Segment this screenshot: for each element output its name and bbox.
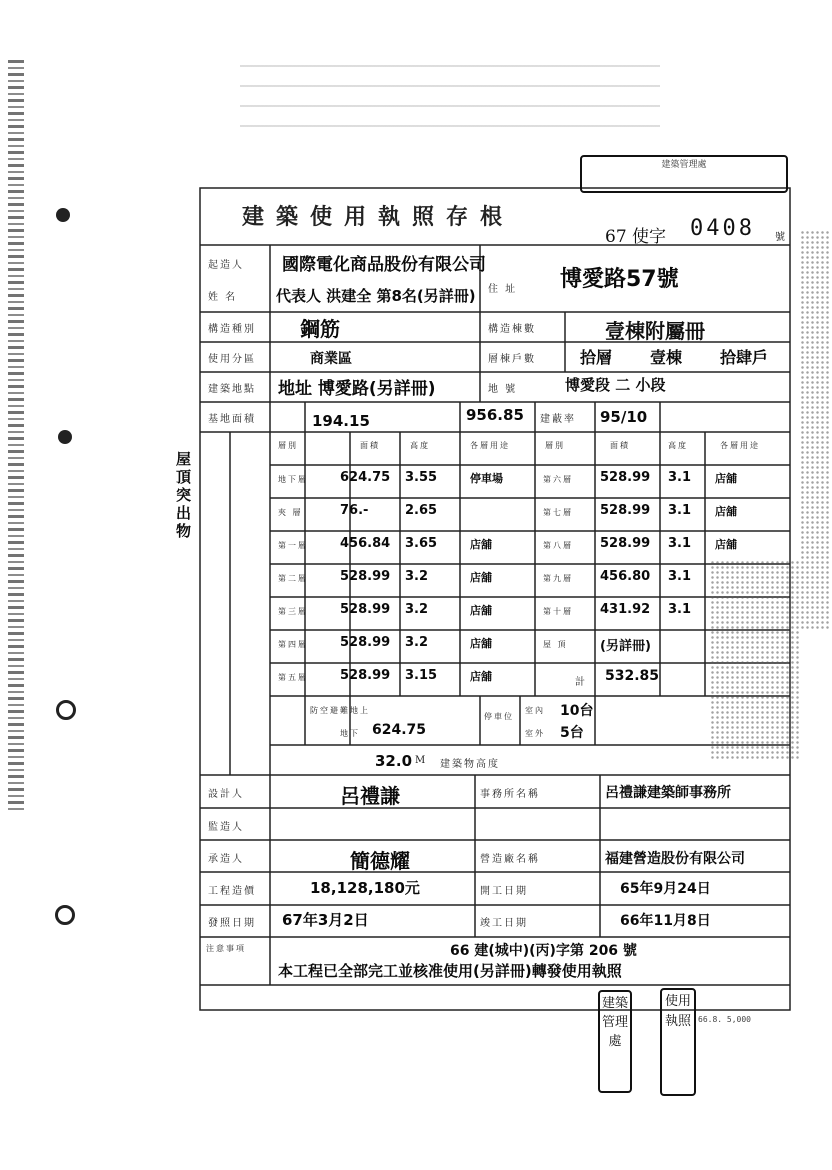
start-label: 開工日期 — [480, 886, 528, 897]
floor-use: 店舖 — [715, 538, 737, 551]
col-area-right: 面積 — [610, 441, 630, 450]
footer-print: 66.8. 5,000 — [698, 1015, 751, 1024]
floor-height: 3.2 — [405, 635, 429, 650]
area-label: 基地面積 — [208, 414, 256, 425]
site-area: 194.15 — [312, 412, 370, 430]
floor-use: 停車場 — [470, 472, 503, 485]
building-count: 壹棟附屬冊 — [605, 319, 705, 343]
parking-in-value: 10台 — [560, 703, 594, 719]
total-floor-area: 956.85 — [466, 406, 524, 424]
parking-in-label: 室內 — [525, 706, 545, 715]
start-value: 65年9月24日 — [620, 881, 711, 897]
applicant-label: 起造人 — [208, 260, 244, 271]
coverage-label: 建蔽率 — [540, 414, 576, 425]
floor-height: 3.1 — [668, 569, 692, 584]
col-area-left: 面積 — [360, 441, 380, 450]
floor-name: 第三層 — [278, 607, 308, 616]
floor-height: 3.1 — [668, 503, 692, 518]
cost-value: 18,128,180元 — [310, 879, 420, 897]
applicant-name: 國際電化商品股份有限公司 — [282, 255, 486, 275]
shelter-below: 地下 — [340, 729, 360, 738]
address-label: 住 址 — [488, 284, 518, 295]
coverage-value: 95/10 — [600, 408, 648, 426]
floor-name: 第四層 — [278, 640, 308, 649]
floor-area: 528.99 — [340, 569, 391, 584]
use-value: 商業區 — [310, 351, 352, 367]
seal-stamp-right: 使用執照 — [660, 988, 696, 1096]
households-label: 層棟戶數 — [488, 354, 536, 365]
floor-use: 店舖 — [470, 571, 492, 584]
contractor-label: 承造人 — [208, 854, 244, 865]
form-title: 建築使用執照存根 — [242, 204, 515, 230]
shelter-below-value: 624.75 — [372, 722, 427, 738]
floor-name: 第十層 — [543, 607, 573, 616]
permit-date: 67年3月2日 — [282, 911, 369, 929]
floor-height: 3.15 — [405, 668, 438, 683]
margin-note: 屋頂突出物 — [176, 450, 192, 540]
ink-smudge — [710, 560, 800, 760]
permit-date-label: 發照日期 — [208, 918, 256, 929]
floor-name: 第一層 — [278, 541, 308, 550]
finish-value: 66年11月8日 — [620, 913, 711, 929]
col-floor-right: 層別 — [545, 441, 565, 450]
floor-area: 456.84 — [340, 536, 391, 551]
parking-out-value: 5台 — [560, 725, 584, 741]
number-suffix: 號 — [775, 232, 785, 243]
parking-label: 停車位 — [484, 712, 514, 721]
col-floor-left: 層別 — [278, 441, 298, 450]
floor-name: 第七層 — [543, 508, 573, 517]
floor-use: 店舖 — [715, 472, 737, 485]
floor-area: 76.- — [340, 503, 369, 518]
height-unit: M — [415, 755, 428, 766]
ink-smudge — [800, 230, 830, 630]
address-value: 博愛路57號 — [560, 267, 679, 292]
company-name: 福建營造股份有限公司 — [605, 851, 745, 867]
building-type-label: 構造種別 — [208, 324, 256, 335]
lot-label: 地 號 — [488, 384, 518, 395]
note-line-2: 本工程已全部完工並核准使用(另詳冊)轉發使用執照 — [278, 962, 622, 980]
floor-use: 店舖 — [715, 505, 737, 518]
col-use-left: 各層用途 — [470, 441, 510, 450]
location-label: 建築地點 — [208, 384, 256, 395]
designer-name: 呂禮謙 — [340, 784, 400, 808]
floor-height: 3.55 — [405, 470, 438, 485]
floor-height: 2.65 — [405, 503, 438, 518]
floor-name: 第五層 — [278, 673, 308, 682]
floor-name: 第二層 — [278, 574, 308, 583]
seal-stamp-left: 建築管理處 — [598, 990, 632, 1093]
year-label: 67 使字 — [605, 227, 667, 247]
floor-name: 屋 頂 — [543, 640, 568, 649]
col-height-left: 高度 — [410, 441, 430, 450]
floor-area: 528.99 — [600, 503, 651, 518]
shelter-above: 地上 — [350, 706, 370, 715]
approval-stamp — [580, 155, 788, 193]
name-label: 姓 名 — [208, 292, 238, 303]
firm-label: 事務所名稱 — [480, 789, 540, 800]
total-area: 532.85 — [605, 668, 660, 684]
floor-area: 528.99 — [600, 536, 651, 551]
floor-area: 528.99 — [600, 470, 651, 485]
designer-label: 設計人 — [208, 789, 244, 800]
building-type: 鋼筋 — [300, 317, 340, 341]
floor-height: 3.2 — [405, 602, 429, 617]
floor-height: 3.65 — [405, 536, 438, 551]
lot-value: 博愛段 二 小段 — [565, 376, 666, 394]
floor-name: 第六層 — [543, 475, 573, 484]
floor-use: 店舖 — [470, 670, 492, 683]
households-units: 壹棟 — [650, 348, 683, 367]
households-total: 拾肆戶 — [720, 348, 769, 367]
note-label: 注意事項 — [206, 944, 246, 953]
floor-area: 431.92 — [600, 602, 651, 617]
contractor-name: 簡德耀 — [350, 849, 410, 873]
total-label: 計 — [575, 677, 587, 688]
company-label: 營造廠名稱 — [480, 854, 540, 865]
floor-area: 624.75 — [340, 470, 391, 485]
location-address: 地址 博愛路(另詳冊) — [278, 379, 436, 399]
floor-use: 店舖 — [470, 604, 492, 617]
households-floors: 拾層 — [580, 348, 613, 367]
floor-name: 地下層 — [278, 475, 308, 484]
floor-name: 夾 層 — [278, 508, 303, 517]
height-label: 建築物高度 — [440, 759, 500, 770]
floor-height: 3.1 — [668, 470, 692, 485]
building-count-label: 構造棟數 — [488, 324, 536, 335]
floor-height: 3.1 — [668, 602, 692, 617]
col-use-right: 各層用途 — [720, 441, 760, 450]
floor-height: 3.1 — [668, 536, 692, 551]
floor-area: 456.80 — [600, 569, 651, 584]
floor-name: 第八層 — [543, 541, 573, 550]
floor-area: 528.99 — [340, 635, 391, 650]
firm-name: 呂禮謙建築師事務所 — [605, 785, 731, 801]
floor-area: (另詳冊) — [600, 639, 651, 654]
use-label: 使用分區 — [208, 354, 256, 365]
finish-label: 竣工日期 — [480, 918, 528, 929]
floor-area: 528.99 — [340, 668, 391, 683]
parking-out-label: 室外 — [525, 729, 545, 738]
floor-name: 第九層 — [543, 574, 573, 583]
floor-area: 528.99 — [340, 602, 391, 617]
representative: 代表人 洪建全 第8名(另詳冊) — [276, 287, 476, 305]
shelter-label: 防空避難 — [310, 706, 350, 715]
note-line-1: 66 建(城中)(丙)字第 206 號 — [450, 943, 637, 959]
cost-label: 工程造價 — [208, 886, 256, 897]
floor-use: 店舖 — [470, 538, 492, 551]
floor-height: 3.2 — [405, 569, 429, 584]
permit-number: 0408 — [690, 216, 755, 241]
col-height-right: 高度 — [668, 441, 688, 450]
stamp-top-text: 建築管理處 — [661, 160, 707, 170]
floor-use: 店舖 — [470, 637, 492, 650]
height-value: 32.0 — [375, 752, 413, 770]
supervisor-label: 監造人 — [208, 822, 244, 833]
